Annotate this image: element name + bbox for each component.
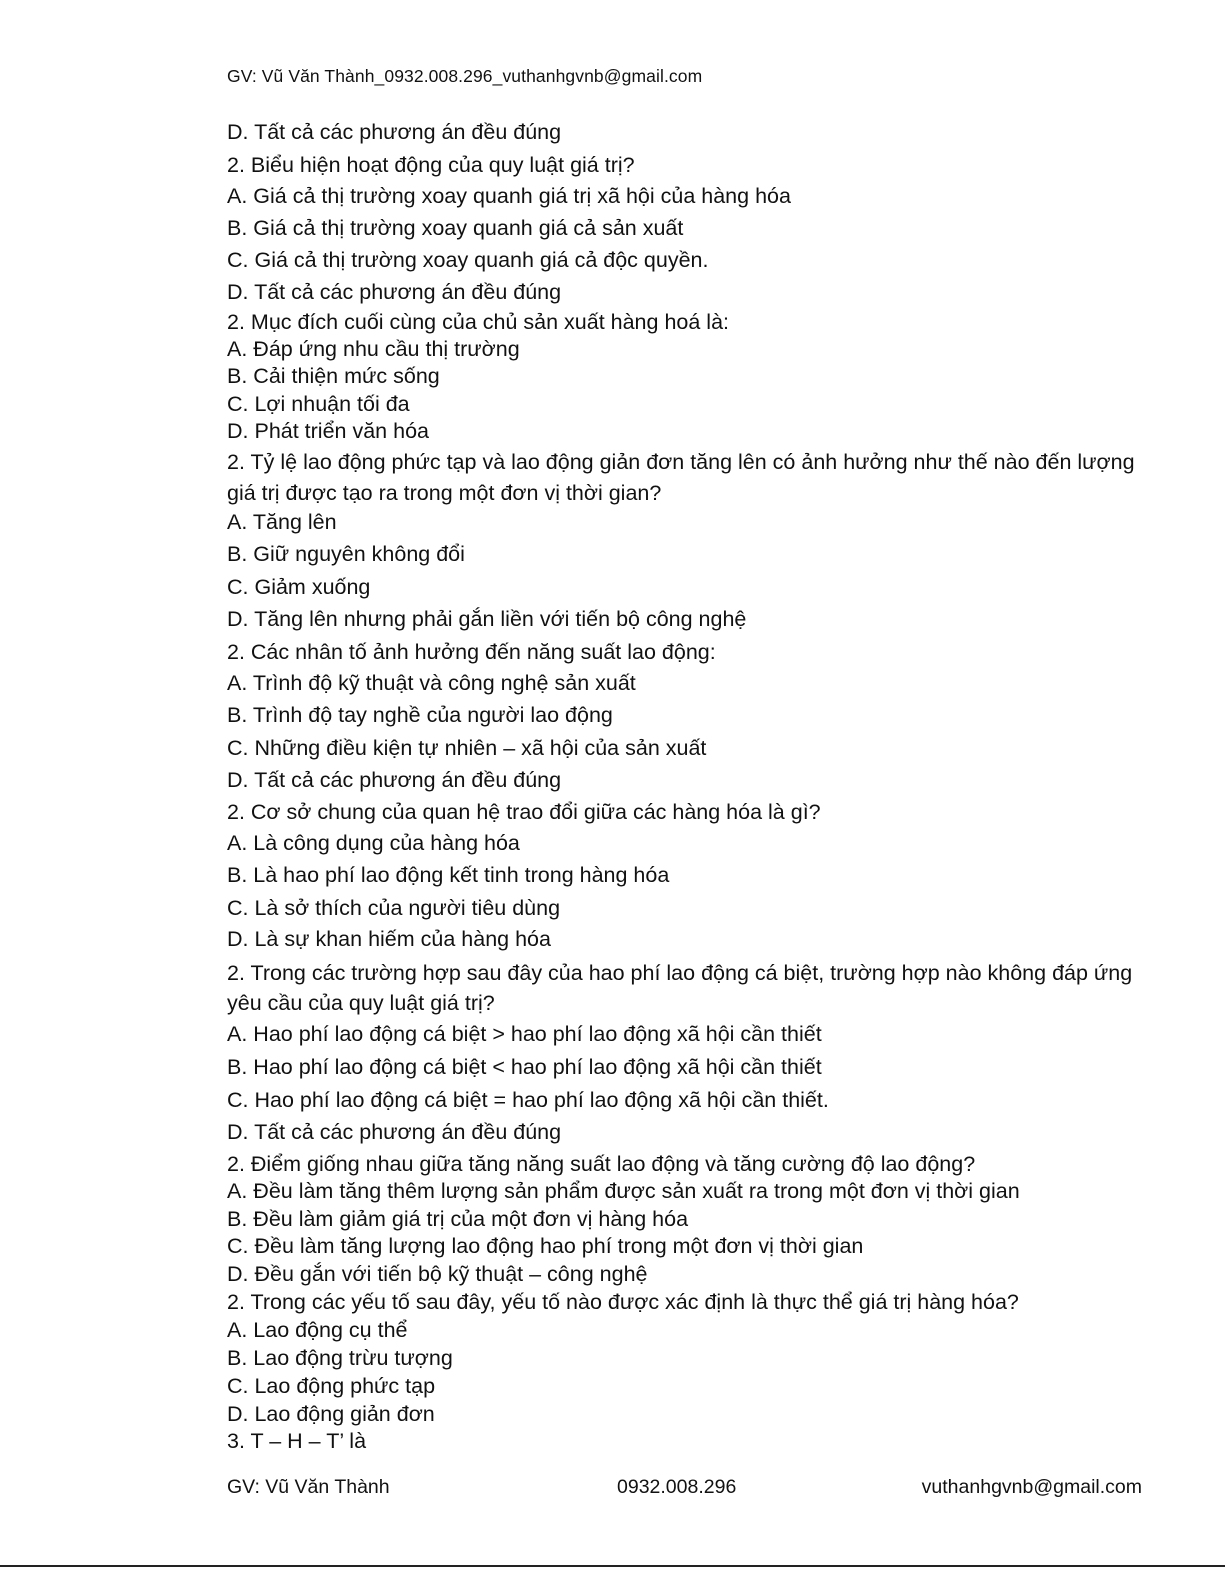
option-line: A. Lao động cụ thể (227, 1318, 408, 1342)
option-line: D. Đều gắn với tiến bộ kỹ thuật – công nghệ (227, 1262, 648, 1286)
option-line: C. Lợi nhuận tối đa (227, 392, 410, 416)
option-line: A. Hao phí lao động cá biệt > hao phí lao động xã hội cần thiết (227, 1022, 822, 1046)
option-line: A. Đáp ứng nhu cầu thị trường (227, 337, 520, 361)
question-line: 3. T – H – T’ là (227, 1429, 367, 1453)
option-line: B. Lao động trừu tượng (227, 1346, 453, 1370)
footer-email: vuthanhgvnb@gmail.com (921, 1476, 1142, 1498)
option-line: B. Đều làm giảm giá trị của một đơn vị hàng hóa (227, 1207, 689, 1231)
option-line: D. Là sự khan hiếm của hàng hóa (227, 927, 551, 951)
option-line: B. Trình độ tay nghề của người lao động (227, 703, 613, 727)
option-line: B. Giá cả thị trường xoay quanh giá cả sản xuất (227, 216, 684, 240)
option-line: D. Tất cả các phương án đều đúng (227, 1120, 562, 1144)
option-line: A. Đều làm tăng thêm lượng sản phẩm được sản xuất ra trong một đơn vị thời gian (227, 1179, 1020, 1203)
option-line: C. Là sở thích của người tiêu dùng (227, 896, 561, 920)
option-line: D. Tất cả các phương án đều đúng (227, 120, 562, 144)
question-line: 2. Cơ sở chung của quan hệ trao đổi giữa các hàng hóa là gì? (227, 800, 821, 824)
option-line: D. Tất cả các phương án đều đúng (227, 768, 562, 792)
option-line: C. Giá cả thị trường xoay quanh giá cả độc quyền. (227, 248, 709, 272)
option-line: C. Lao động phức tạp (227, 1374, 436, 1398)
option-line: A. Tăng lên (227, 510, 337, 534)
option-line: B. Giữ nguyên không đổi (227, 542, 465, 566)
page-bottom-rule (0, 1565, 1225, 1567)
option-line: A. Là công dụng của hàng hóa (227, 831, 520, 855)
footer-author: GV: Vũ Văn Thành (227, 1476, 390, 1498)
option-line: B. Hao phí lao động cá biệt < hao phí lao động xã hội cần thiết (227, 1055, 822, 1079)
option-line: B. Là hao phí lao động kết tinh trong hàng hóa (227, 863, 670, 887)
option-line: A. Giá cả thị trường xoay quanh giá trị xã hội của hàng hóa (227, 184, 791, 208)
question-line: 2. Tỷ lệ lao động phức tạp và lao động giản đơn tăng lên có ảnh hưởng như thế nào đến lượng giá trị được tạo ra trong một đơn vị thời gian? (227, 450, 1135, 505)
option-line: D. Tăng lên nhưng phải gắn liền với tiến bộ công nghệ (227, 607, 747, 631)
question-line: 2. Điểm giống nhau giữa tăng năng suất lao động và tăng cường độ lao động? (227, 1152, 976, 1176)
question-line: 2. Các nhân tố ảnh hưởng đến năng suất lao động: (227, 640, 716, 664)
option-line: C. Đều làm tăng lượng lao động hao phí trong một đơn vị thời gian (227, 1234, 864, 1258)
question-line: 2. Trong các trường hợp sau đây của hao phí lao động cá biệt, trường hợp nào không đáp ứng yêu cầu của quy luật giá trị? (227, 961, 1133, 1015)
question-line: 2. Biểu hiện hoạt động của quy luật giá trị? (227, 153, 635, 177)
option-line: D. Tất cả các phương án đều đúng (227, 280, 562, 304)
option-line: B. Cải thiện mức sống (227, 364, 440, 388)
footer-phone: 0932.008.296 (617, 1476, 737, 1498)
page-header: GV: Vũ Văn Thành_0932.008.296_vuthanhgvnb@gmail.com (227, 66, 703, 86)
option-line: C. Giảm xuống (227, 575, 371, 599)
option-line: A. Trình độ kỹ thuật và công nghệ sản xuất (227, 671, 636, 695)
option-line: D. Lao động giản đơn (227, 1402, 435, 1426)
option-line: C. Hao phí lao động cá biệt = hao phí lao động xã hội cần thiết. (227, 1088, 829, 1112)
page-footer (227, 1476, 1142, 1500)
option-line: C. Những điều kiện tự nhiên – xã hội của sản xuất (227, 736, 707, 760)
option-line: D. Phát triển văn hóa (227, 419, 429, 443)
question-line: 2. Trong các yếu tố sau đây, yếu tố nào được xác định là thực thể giá trị hàng hóa? (227, 1290, 1019, 1314)
question-line: 2. Mục đích cuối cùng của chủ sản xuất hàng hoá là: (227, 310, 729, 334)
